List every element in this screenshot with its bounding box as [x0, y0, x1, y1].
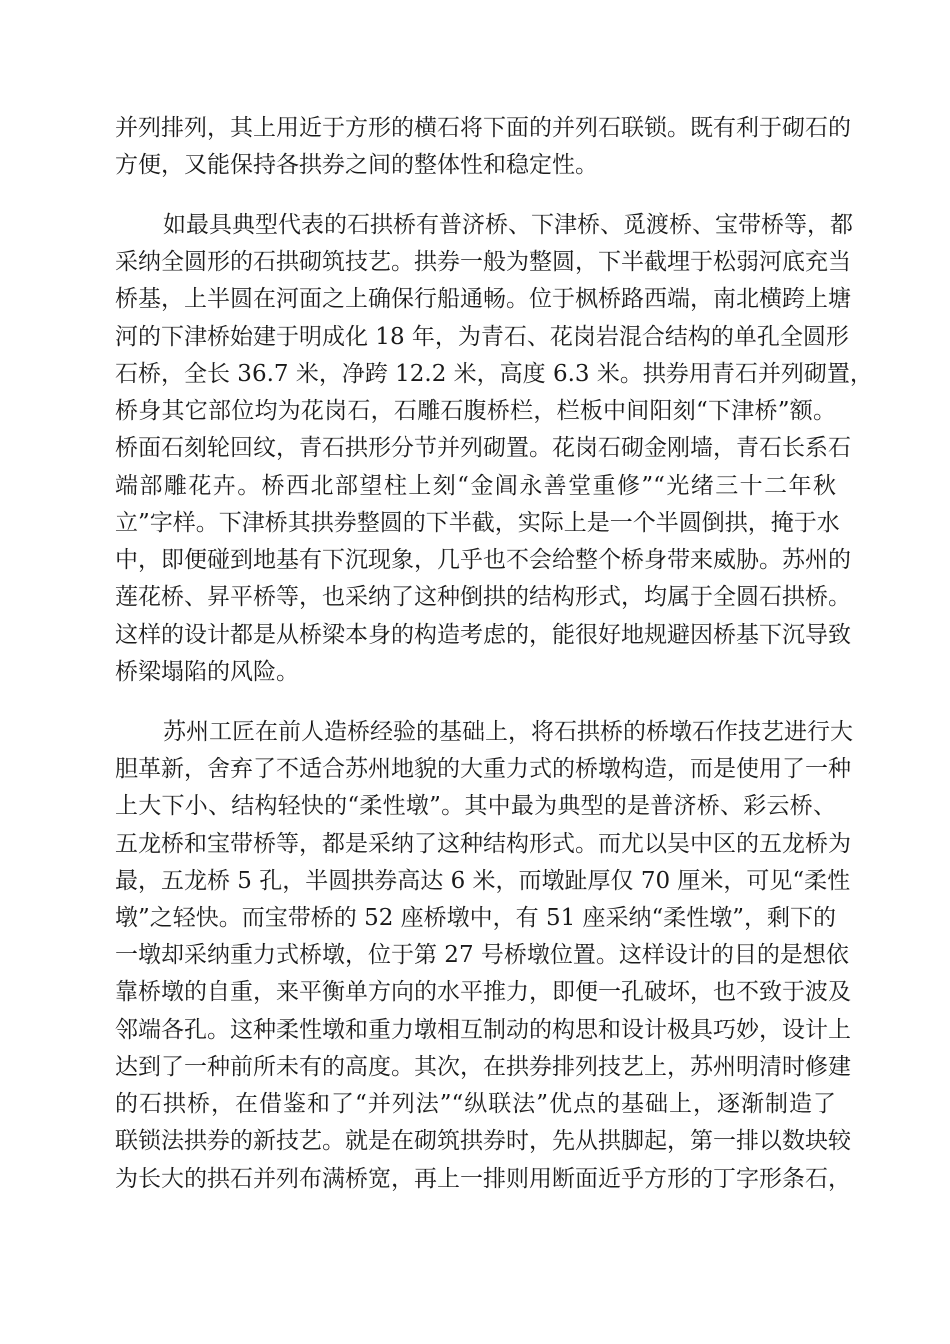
- text-line: 桥身其它部位均为花岗石，石雕石腹桥栏，栏板中间阳刻“下津桥”额。: [115, 398, 836, 424]
- text-line: 中，即便碰到地基有下沉现象，几乎也不会给整个桥身带来威胁。苏州的: [115, 547, 851, 573]
- text-line: 五龙桥和宝带桥等，都是采纳了这种结构形式。而尤以吴中区的五龙桥为: [115, 831, 851, 857]
- text-line: 胆革新，舍弃了不适合苏州地貌的大重力式的桥墩构造，而是使用了一种: [115, 756, 851, 782]
- text-line: 采纳全圆形的石拱砌筑技艺。拱券一般为整圆，下半截埋于松弱河底充当: [115, 249, 851, 275]
- text-line: 靠桥墩的自重，来平衡单方向的水平推力，即便一孔破坏，也不致于波及: [115, 979, 851, 1005]
- text-line: 最，五龙桥 5 孔，半圆拱券高达 6 米，而墩趾厚仅 70 厘米，可见“柔性: [115, 868, 851, 894]
- text-line: 石桥，全长 36.7 米，净跨 12.2 米，高度 6.3 米。拱券用青石并列砌置，: [115, 361, 873, 387]
- text-line: 墩”之轻快。而宝带桥的 52 座桥墩中，有 51 座采纳“柔性墩”，剩下的: [115, 905, 837, 931]
- text-line: 桥基，上半圆在河面之上确保行船通畅。位于枫桥路西端，南北横跨上塘: [115, 286, 851, 312]
- text-line: 桥梁塌陷的风险。: [115, 659, 299, 685]
- text-line: 为长大的拱石并列布满桥宽，再上一排则用断面近乎方形的丁字形条石，: [115, 1166, 851, 1192]
- text-line: 联锁法拱券的新技艺。就是在砌筑拱券时，先从拱脚起，第一排以数块较: [115, 1128, 851, 1154]
- text-line: 如最具典型代表的石拱桥有普济桥、下津桥、觅渡桥、宝带桥等，都: [163, 212, 853, 238]
- text-line: 邻端各孔。这种柔性墩和重力墩相互制动的构思和设计极具巧妙，设计上: [115, 1017, 851, 1043]
- text-line: 达到了一种前所未有的高度。其次，在拱券排列技艺上，苏州明清时修建: [115, 1054, 851, 1080]
- text-line: 莲花桥、昇平桥等，也采纳了这种倒拱的结构形式，均属于全圆石拱桥。: [115, 584, 851, 610]
- text-line: 河的下津桥始建于明成化 18 年，为青石、花岗岩混合结构的单孔全圆形: [115, 324, 849, 350]
- text-line: 一墩却采纳重力式桥墩，位于第 27 号桥墩位置。这样设计的目的是想依: [115, 942, 849, 968]
- text-line: 并列排列，其上用近于方形的横石将下面的并列石联锁。既有利于砌石的: [115, 115, 851, 141]
- text-line: 这样的设计都是从桥梁本身的构造考虑的，能很好地规避因桥基下沉导致: [115, 622, 851, 648]
- text-line: 立”字样。下津桥其拱券整圆的下半截，实际上是一个半圆倒拱，掩于水: [115, 510, 840, 536]
- text-line: 的石拱桥，在借鉴和了“并列法”“纵联法”优点的基础上，逐渐制造了: [115, 1091, 836, 1117]
- text-line: 端部雕花卉。桥西北部望柱上刻“金阊永善堂重修”“光绪三十二年秋: [115, 473, 836, 499]
- text-line: 方便，又能保持各拱券之间的整体性和稳定性。: [115, 152, 598, 178]
- text-line: 桥面石刻轮回纹，青石拱形分节并列砌置。花岗石砌金刚墙，青石长系石: [115, 435, 851, 461]
- text-line: 苏州工匠在前人造桥经验的基础上，将石拱桥的桥墩石作技艺进行大: [163, 719, 853, 745]
- text-line: 上大下小、结构轻快的“柔性墩”。其中最为典型的是普济桥、彩云桥、: [115, 793, 836, 819]
